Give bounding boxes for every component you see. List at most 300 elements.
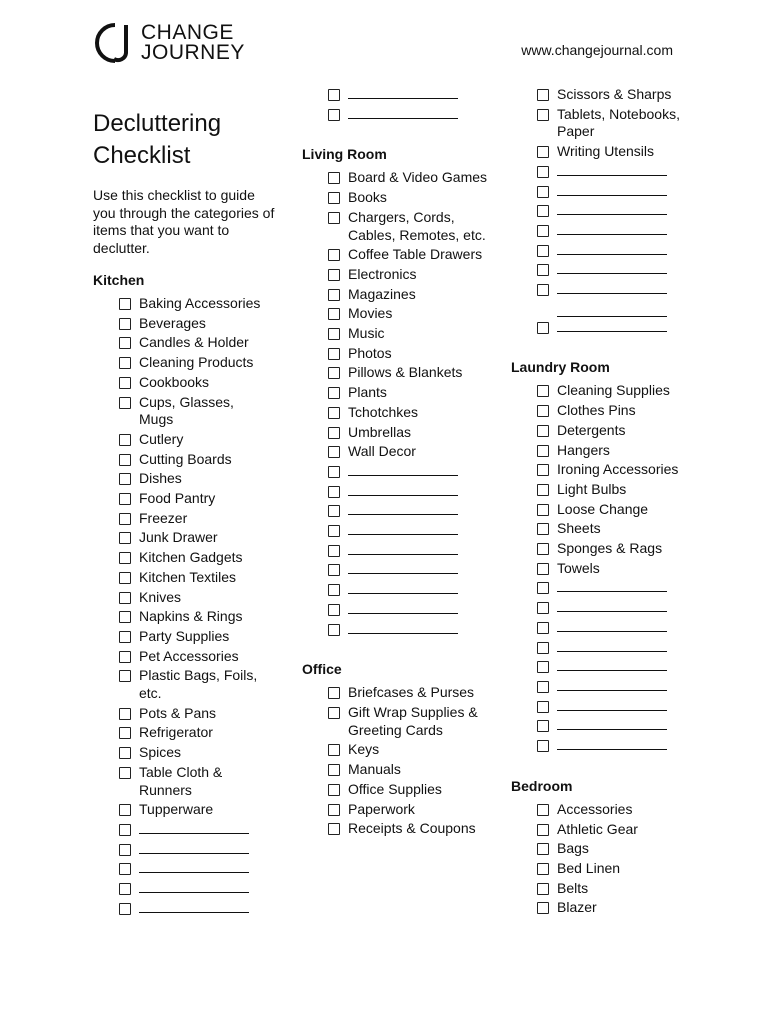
- item-label: Paperwork: [348, 800, 415, 817]
- checklist-item: [302, 561, 492, 579]
- blank-line[interactable]: [348, 522, 458, 535]
- checklist-item: [93, 589, 278, 607]
- item-label: Party Supplies: [139, 627, 230, 644]
- blank-line[interactable]: [139, 880, 249, 893]
- checklist-item: [302, 463, 492, 481]
- item-label: Tupperware: [139, 801, 214, 818]
- checkbox[interactable]: [328, 89, 340, 101]
- checkbox[interactable]: [537, 701, 549, 713]
- item-label: Knives: [139, 588, 182, 605]
- item-label: Sponges & Rags: [557, 540, 663, 557]
- checklist-item: [302, 86, 492, 104]
- checkbox[interactable]: [328, 823, 340, 835]
- blank-line[interactable]: [348, 463, 458, 476]
- checkbox[interactable]: [537, 425, 549, 437]
- item-label: Towels: [557, 559, 600, 576]
- checklist-item: [511, 402, 701, 420]
- checkbox[interactable]: [328, 289, 340, 301]
- blank-line[interactable]: [557, 717, 667, 730]
- checklist-item: [302, 522, 492, 540]
- checkbox[interactable]: [328, 109, 340, 121]
- checkbox[interactable]: [537, 385, 549, 397]
- section-heading: Living Room: [302, 146, 387, 163]
- checklist: [93, 295, 278, 918]
- column-1: [93, 86, 278, 920]
- item-label: Candles & Holder: [139, 334, 249, 351]
- checklist-item: [511, 501, 701, 519]
- checkbox[interactable]: [328, 192, 340, 204]
- item-label: Junk Drawer: [139, 529, 218, 546]
- item-label: Detergents: [557, 421, 626, 438]
- blank-line[interactable]: [139, 841, 249, 854]
- checkbox[interactable]: [328, 328, 340, 340]
- checkbox[interactable]: [119, 804, 131, 816]
- item-label: Freezer: [139, 509, 188, 526]
- item-label: Cleaning Products: [139, 354, 254, 371]
- blank-line[interactable]: [557, 242, 667, 255]
- checkbox[interactable]: [537, 863, 549, 875]
- checkbox[interactable]: [537, 445, 549, 457]
- checklist-item: [511, 242, 701, 260]
- checklist: [302, 86, 492, 123]
- checkbox[interactable]: [537, 109, 549, 121]
- section-laundry-room: [511, 338, 701, 754]
- blank-line[interactable]: [348, 561, 458, 574]
- checkbox[interactable]: [119, 708, 131, 720]
- checklist-item: [511, 261, 701, 279]
- checklist-item: [511, 658, 701, 676]
- checkbox[interactable]: [328, 564, 340, 576]
- checkbox[interactable]: [119, 592, 131, 604]
- item-label: Music: [348, 325, 385, 342]
- item-label: Blazer: [557, 899, 597, 916]
- item-label: Napkins & Rings: [139, 608, 243, 625]
- checkbox[interactable]: [537, 720, 549, 732]
- checkbox[interactable]: [119, 493, 131, 505]
- checkbox[interactable]: [328, 486, 340, 498]
- blank-line[interactable]: [557, 163, 667, 176]
- blank-line[interactable]: [557, 222, 667, 235]
- checklist-item: [511, 106, 701, 141]
- checkbox[interactable]: [119, 824, 131, 836]
- checklist-item: [93, 801, 278, 819]
- checklist-item: [511, 143, 701, 161]
- checklist-item: [93, 451, 278, 469]
- checklist-item: [511, 599, 701, 617]
- checklist-item: [302, 305, 492, 323]
- checkbox[interactable]: [119, 513, 131, 525]
- checkbox[interactable]: [119, 747, 131, 759]
- checkbox[interactable]: [119, 651, 131, 663]
- checklist-item: [302, 601, 492, 619]
- item-label: Umbrellas: [348, 423, 412, 440]
- checkbox[interactable]: [537, 622, 549, 634]
- checkbox[interactable]: [537, 146, 549, 158]
- checkbox[interactable]: [328, 804, 340, 816]
- checkbox[interactable]: [328, 525, 340, 537]
- checkbox[interactable]: [537, 902, 549, 914]
- blank-line[interactable]: [139, 821, 249, 834]
- intro-text: Use this checklist to guide you through the categories of items that you want to declutter.: [93, 187, 275, 256]
- checkbox[interactable]: [328, 407, 340, 419]
- checklist-item: [93, 648, 278, 666]
- item-label: Tchotchkes: [348, 403, 419, 420]
- checklist-item: [93, 628, 278, 646]
- checkbox[interactable]: [328, 784, 340, 796]
- blank-line[interactable]: [557, 299, 667, 317]
- blank-line[interactable]: [557, 202, 667, 215]
- section-kitchen: [93, 271, 278, 918]
- checkbox[interactable]: [119, 552, 131, 564]
- checkbox[interactable]: [537, 322, 549, 334]
- item-label: Plastic Bags, Foils, etc.: [139, 667, 258, 702]
- title-line-2: Checklist: [93, 142, 191, 169]
- item-label: Beverages: [139, 314, 206, 331]
- checklist: [302, 169, 492, 638]
- item-label: Keys: [348, 741, 380, 758]
- checklist-item: [302, 106, 492, 124]
- checkbox[interactable]: [328, 584, 340, 596]
- item-label: Baking Accessories: [139, 295, 261, 311]
- item-label: Cutting Boards: [139, 450, 232, 467]
- checkbox[interactable]: [119, 572, 131, 584]
- section-heading: Laundry Room: [511, 359, 610, 376]
- checklist-item: [93, 549, 278, 567]
- item-label: Writing Utensils: [557, 143, 654, 160]
- checkbox[interactable]: [537, 484, 549, 496]
- item-label: Receipts & Coupons: [348, 820, 476, 837]
- item-label: Magazines: [348, 285, 416, 302]
- checklist-item: [511, 717, 701, 735]
- checkbox[interactable]: [537, 661, 549, 673]
- checklist-item: [93, 470, 278, 488]
- checklist-item: [511, 520, 701, 538]
- item-label: Cups, Glasses, Mugs: [139, 393, 234, 428]
- checkbox[interactable]: [537, 681, 549, 693]
- checklist-item: [302, 820, 492, 838]
- checklist-item: [302, 345, 492, 363]
- blank-line[interactable]: [557, 319, 667, 332]
- checkbox[interactable]: [328, 348, 340, 360]
- item-label: Scissors & Sharps: [557, 86, 672, 102]
- checkbox[interactable]: [119, 357, 131, 369]
- checkbox[interactable]: [537, 843, 549, 855]
- checklist-item: [511, 183, 701, 201]
- item-label: Kitchen Gadgets: [139, 549, 243, 566]
- item-label: Clothes Pins: [557, 402, 636, 419]
- item-label: Cleaning Supplies: [557, 382, 670, 399]
- brand-wordmark: [141, 23, 245, 63]
- checklist: [302, 684, 492, 838]
- checkbox[interactable]: [328, 308, 340, 320]
- section-living-room: [302, 125, 492, 638]
- checklist-item: [302, 621, 492, 639]
- checkbox[interactable]: [119, 670, 131, 682]
- checklist-item: [511, 619, 701, 637]
- checkbox[interactable]: [537, 582, 549, 594]
- checklist-item: [93, 394, 278, 429]
- item-label: Accessories: [557, 800, 633, 817]
- checklist-item: [93, 705, 278, 723]
- blank-line[interactable]: [139, 860, 249, 873]
- checkbox[interactable]: [537, 166, 549, 178]
- blank-line[interactable]: [139, 900, 249, 913]
- checklist-item: [93, 900, 278, 918]
- blank-line[interactable]: [557, 579, 667, 592]
- blank-line[interactable]: [557, 737, 667, 750]
- brand-line-1: CHANGE: [141, 21, 234, 44]
- blank-line[interactable]: [557, 639, 667, 652]
- item-label: Cookbooks: [139, 373, 210, 390]
- checklist: [511, 801, 701, 917]
- checklist-item: [511, 540, 701, 558]
- item-label: Athletic Gear: [557, 820, 638, 837]
- checklist-item: [302, 189, 492, 207]
- item-label: Kitchen Textiles: [139, 568, 237, 585]
- section-heading: Bedroom: [511, 777, 573, 794]
- checkbox[interactable]: [119, 473, 131, 485]
- blank-line[interactable]: [348, 106, 458, 119]
- checkbox[interactable]: [328, 446, 340, 458]
- blank-line[interactable]: [557, 261, 667, 274]
- section-bedroom: [511, 757, 701, 917]
- item-label: Board & Video Games: [348, 169, 488, 186]
- checkbox[interactable]: [537, 824, 549, 836]
- item-label: Pots & Pans: [139, 704, 217, 721]
- checklist-item: [511, 560, 701, 578]
- checkbox[interactable]: [119, 631, 131, 643]
- checkbox[interactable]: [537, 602, 549, 614]
- checklist-item: [511, 86, 701, 104]
- checkbox[interactable]: [119, 454, 131, 466]
- checkbox[interactable]: [537, 284, 549, 296]
- checkbox[interactable]: [328, 545, 340, 557]
- checkbox[interactable]: [537, 405, 549, 417]
- checkbox[interactable]: [119, 727, 131, 739]
- checklist-item: [302, 246, 492, 264]
- checkbox[interactable]: [537, 740, 549, 752]
- checkbox[interactable]: [537, 883, 549, 895]
- checkbox[interactable]: [537, 225, 549, 237]
- checkbox[interactable]: [119, 883, 131, 895]
- item-label: Table Cloth & Runners: [139, 763, 223, 798]
- item-label: Plants: [348, 384, 387, 401]
- checklist-item: [302, 704, 492, 739]
- checkbox[interactable]: [328, 466, 340, 478]
- checklist-item: [511, 821, 701, 839]
- checklist-item: [302, 781, 492, 799]
- checklist-item: [302, 209, 492, 244]
- blank-line[interactable]: [348, 542, 458, 555]
- checklist-item: [93, 315, 278, 333]
- checkbox[interactable]: [119, 903, 131, 915]
- checkbox[interactable]: [328, 707, 340, 719]
- item-label: Light Bulbs: [557, 480, 627, 497]
- checkbox[interactable]: [328, 505, 340, 517]
- blank-line[interactable]: [557, 698, 667, 711]
- checklist-item: [511, 422, 701, 440]
- checkbox[interactable]: [119, 377, 131, 389]
- item-label: Sheets: [557, 520, 601, 537]
- checklist-item: [93, 724, 278, 742]
- checkbox[interactable]: [119, 318, 131, 330]
- checkbox[interactable]: [119, 434, 131, 446]
- checkbox[interactable]: [119, 298, 131, 310]
- brand-line-2: JOURNEY: [141, 41, 245, 64]
- checklist-item: [93, 354, 278, 372]
- checklist-item: [511, 840, 701, 858]
- item-label: Bags: [557, 840, 589, 857]
- checkbox[interactable]: [328, 604, 340, 616]
- checklist-item: [302, 483, 492, 501]
- checklist-item: [93, 880, 278, 898]
- blank-line[interactable]: [557, 599, 667, 612]
- checkbox[interactable]: [119, 863, 131, 875]
- checkbox[interactable]: [328, 427, 340, 439]
- blank-line[interactable]: [557, 658, 667, 671]
- blank-line[interactable]: [348, 621, 458, 634]
- checklist-item: [93, 295, 278, 313]
- item-label: Tablets, Notebooks, Paper: [557, 105, 680, 140]
- checkbox[interactable]: [537, 543, 549, 555]
- blank-line[interactable]: [348, 581, 458, 594]
- item-label: Ironing Accessories: [557, 461, 679, 478]
- checkbox[interactable]: [119, 337, 131, 349]
- checklist-item: [511, 899, 701, 917]
- checkbox[interactable]: [537, 804, 549, 816]
- checkbox[interactable]: [537, 464, 549, 476]
- checkbox[interactable]: [537, 523, 549, 535]
- checklist-item: [93, 569, 278, 587]
- checkbox[interactable]: [537, 642, 549, 654]
- page-title: [93, 108, 278, 172]
- checklist-item: [302, 801, 492, 819]
- item-label: Gift Wrap Supplies & Greeting Cards: [348, 703, 478, 738]
- checkbox[interactable]: [328, 249, 340, 261]
- logo-mark-icon: [93, 21, 137, 65]
- checkbox[interactable]: [537, 186, 549, 198]
- checkbox[interactable]: [119, 532, 131, 544]
- blank-line[interactable]: [348, 601, 458, 614]
- checkbox[interactable]: [328, 624, 340, 636]
- item-label: Cutlery: [139, 430, 184, 447]
- item-label: Coffee Table Drawers: [348, 246, 483, 263]
- checkbox[interactable]: [328, 744, 340, 756]
- checkbox[interactable]: [328, 172, 340, 184]
- item-label: Books: [348, 189, 387, 206]
- checklist-item: [93, 431, 278, 449]
- checkbox[interactable]: [328, 212, 340, 224]
- section-heading: Kitchen: [93, 272, 145, 288]
- checkbox[interactable]: [119, 611, 131, 623]
- checklist-item: [93, 608, 278, 626]
- item-label: Refrigerator: [139, 724, 213, 741]
- item-label: Belts: [557, 879, 589, 896]
- item-label: Pet Accessories: [139, 647, 239, 664]
- checklist-item: [511, 880, 701, 898]
- checklist-item: [302, 581, 492, 599]
- checkbox[interactable]: [328, 269, 340, 281]
- checklist-item: [93, 821, 278, 839]
- blank-line[interactable]: [348, 502, 458, 515]
- item-label: Loose Change: [557, 500, 649, 517]
- checklist-item: [511, 860, 701, 878]
- checkbox[interactable]: [537, 504, 549, 516]
- checkbox[interactable]: [537, 245, 549, 257]
- checklist: [511, 382, 701, 754]
- checkbox[interactable]: [328, 387, 340, 399]
- item-label: Movies: [348, 305, 393, 322]
- checklist-item: [93, 374, 278, 392]
- item-label: Office Supplies: [348, 780, 442, 797]
- blank-line[interactable]: [348, 86, 458, 99]
- checklist-item: [302, 169, 492, 187]
- checklist-item: [511, 319, 701, 337]
- checklist-item: [93, 510, 278, 528]
- column-2: [302, 86, 492, 840]
- checklist-item: [511, 801, 701, 819]
- checkbox[interactable]: [119, 767, 131, 779]
- checkbox[interactable]: [328, 367, 340, 379]
- checklist-item: [93, 667, 278, 702]
- checkbox[interactable]: [119, 844, 131, 856]
- checklist-item: [302, 741, 492, 759]
- checklist-item: [302, 286, 492, 304]
- checklist-item: [93, 490, 278, 508]
- checklist-item: [511, 481, 701, 499]
- item-label: Chargers, Cords, Cables, Remotes, etc.: [348, 208, 486, 243]
- checklist-item: [302, 684, 492, 702]
- item-label: Dishes: [139, 470, 182, 487]
- checklist-item: [302, 424, 492, 442]
- checklist-item: [302, 325, 492, 343]
- item-label: Pillows & Blankets: [348, 364, 463, 381]
- checklist-item: [93, 529, 278, 547]
- checklist-item: [302, 443, 492, 461]
- blank-line[interactable]: [557, 183, 667, 196]
- checklist-item: [511, 737, 701, 755]
- item-label: Hangers: [557, 441, 610, 458]
- blank-line[interactable]: [557, 281, 667, 294]
- checklist-item: [302, 384, 492, 402]
- checklist-item: [511, 382, 701, 400]
- item-label: Electronics: [348, 265, 417, 282]
- checklist-item: [511, 163, 701, 181]
- blank-line[interactable]: [348, 483, 458, 496]
- checklist-item: [511, 579, 701, 597]
- checklist-item: [511, 202, 701, 220]
- checkbox[interactable]: [537, 264, 549, 276]
- checkbox[interactable]: [328, 764, 340, 776]
- checklist-item: [302, 761, 492, 779]
- blank-line[interactable]: [557, 678, 667, 691]
- title-line-1: Decluttering: [93, 110, 222, 137]
- checkbox[interactable]: [537, 563, 549, 575]
- checklist-item: [302, 266, 492, 284]
- checkbox[interactable]: [537, 89, 549, 101]
- checkbox[interactable]: [119, 397, 131, 409]
- checklist-item: [511, 639, 701, 657]
- item-label: Manuals: [348, 761, 401, 778]
- section-heading: Office: [302, 661, 342, 678]
- section-continued: [511, 86, 701, 336]
- checklist-item: [511, 461, 701, 479]
- website-url: www.changejournal.com: [521, 42, 673, 58]
- checkbox[interactable]: [328, 687, 340, 699]
- blank-line[interactable]: [557, 619, 667, 632]
- checkbox[interactable]: [537, 205, 549, 217]
- item-label: Bed Linen: [557, 859, 621, 876]
